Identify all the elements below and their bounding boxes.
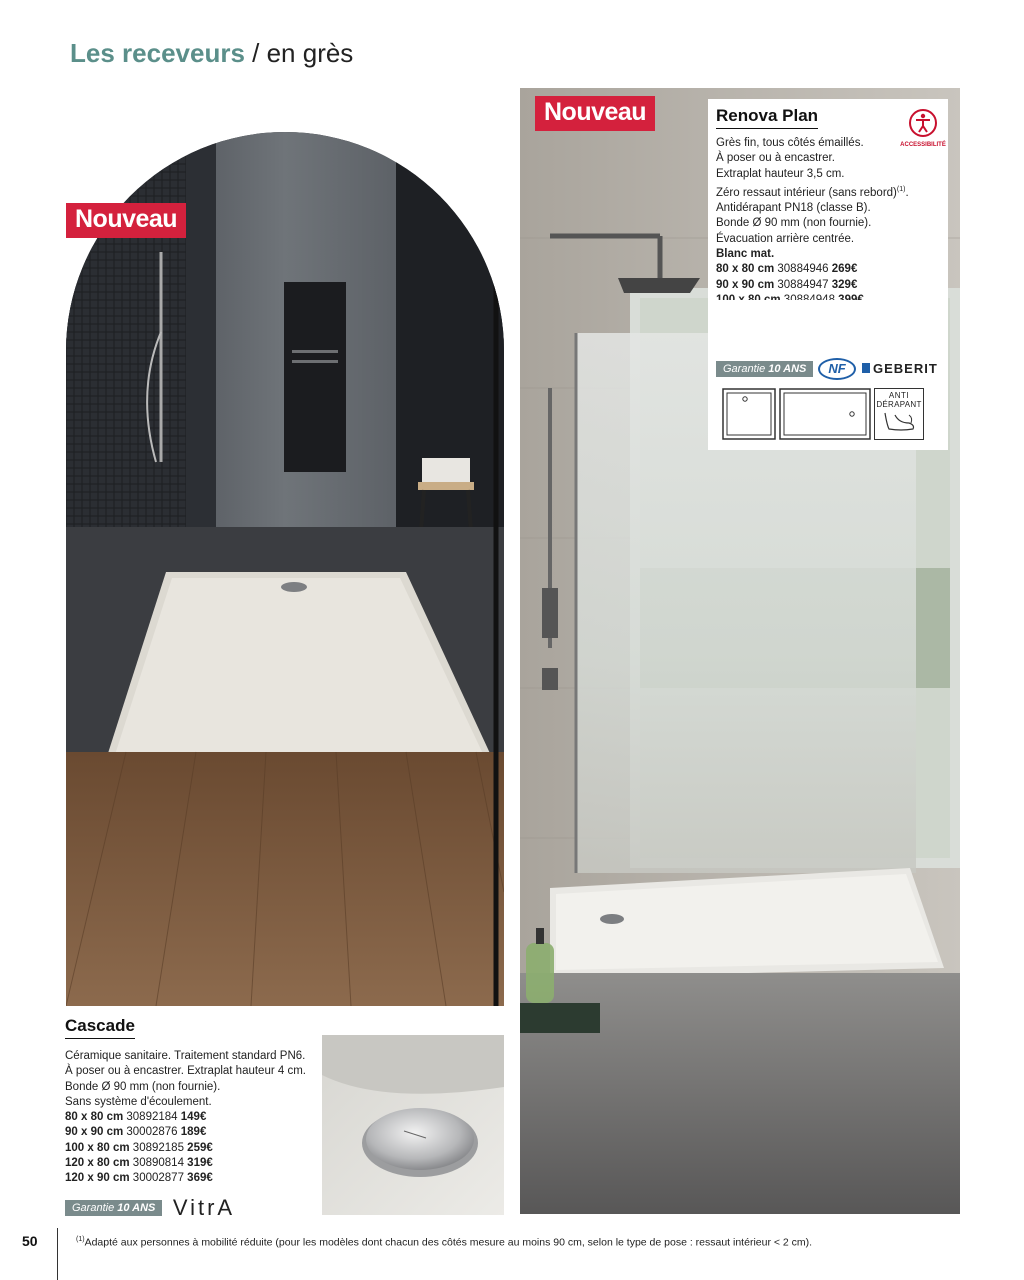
price-size: 90 x 90 cm: [716, 278, 775, 291]
spec-line: Bonde Ø 90 mm (non fournie).: [65, 1080, 221, 1093]
price-ref: 30884946: [777, 263, 829, 276]
cascade-photo: [66, 132, 504, 1006]
price-size: 120 x 90 cm: [65, 1172, 130, 1185]
page-title: [70, 38, 353, 69]
nf-logo: NF: [818, 358, 856, 380]
cascade-product-name: Cascade: [65, 1016, 135, 1039]
price-ref: 30002876: [126, 1126, 178, 1139]
accessibility-icon: [908, 108, 938, 138]
price-size: 100 x 80 cm: [65, 1141, 130, 1154]
page-title-rest: / en grès: [252, 38, 354, 68]
price-row: [65, 1110, 310, 1125]
price-value: 329€: [831, 278, 858, 291]
accessibility-label: ACCESSIBILITÉ: [900, 142, 946, 148]
spec-line-with-footnote: [716, 182, 946, 201]
finish-label: Blanc mat.: [716, 247, 775, 260]
renova-product-name: Renova Plan: [716, 106, 818, 129]
cascade-bathroom-illustration: [66, 132, 504, 1006]
page-number: 50: [22, 1233, 38, 1249]
spec-line: Sans système d'écoulement.: [65, 1095, 212, 1108]
garantie-prefix: Garantie: [723, 363, 766, 375]
price-ref: 30890814: [132, 1157, 184, 1170]
footnote-mark: (1): [896, 185, 906, 193]
garantie-badge-renova: [716, 361, 813, 377]
spec-line: Antidérapant PN18 (classe B).: [716, 202, 871, 215]
drain-closeup-illustration: [322, 1035, 504, 1215]
price-value: 319€: [187, 1157, 213, 1170]
vitra-logo: VitrA: [172, 1194, 236, 1220]
geberit-brand: GEBERIT: [873, 361, 938, 376]
price-row: [65, 1171, 310, 1186]
geberit-logo: [862, 361, 938, 376]
spec-line: Céramique sanitaire. Traitement standard PN6.: [65, 1050, 306, 1062]
garantie-prefix: Garantie: [72, 1201, 115, 1214]
footer-divider: [57, 1228, 58, 1280]
price-value: 269€: [831, 263, 858, 276]
renova-info-panel: [708, 99, 948, 300]
antiderapant-badge: [874, 388, 924, 440]
price-value: 259€: [187, 1141, 213, 1154]
price-row: [65, 1141, 310, 1156]
price-ref: 30002877: [132, 1172, 184, 1185]
renova-logos-panel: [708, 300, 948, 450]
spec-line: À poser ou à encastrer. Extraplat hauteur 4 cm.: [65, 1065, 306, 1078]
spec-line: Grès fin, tous côtés émaillés.: [716, 137, 864, 149]
garantie-value: 10 ANS: [768, 363, 807, 375]
spec-line: À poser ou à encastrer.: [716, 152, 835, 165]
price-size: 120 x 80 cm: [65, 1157, 130, 1170]
cascade-specs: [65, 1049, 310, 1187]
foot-icon: [879, 409, 919, 433]
cascade-info: [65, 1016, 305, 1221]
footnote-mark: (1): [76, 1236, 85, 1243]
geberit-square-icon: [862, 363, 870, 373]
price-ref: 30892184: [126, 1111, 178, 1124]
spec-line-end: .: [905, 186, 909, 199]
price-row: [716, 278, 946, 293]
price-value: 189€: [180, 1126, 207, 1139]
price-row: [716, 262, 946, 277]
price-row: [65, 1156, 310, 1171]
antiderapant-line2: DÉRAPANT: [876, 400, 922, 409]
price-value: 149€: [180, 1111, 207, 1124]
price-row: [65, 1125, 310, 1140]
page-title-strong: Les receveurs: [70, 38, 245, 68]
spec-line: Évacuation arrière centrée.: [716, 232, 855, 245]
spec-line: Bonde Ø 90 mm (non fournie).: [716, 217, 872, 230]
nouveau-badge-left: Nouveau: [66, 203, 186, 238]
price-value: 369€: [187, 1172, 213, 1185]
spec-line: Zéro ressaut intérieur (sans rebord): [716, 186, 897, 199]
footnote-text: Adapté aux personnes à mobilité réduite (pour les modèles dont chacun des côtés mesure au moins 90 cm, selon le type de pose : ressaut intérieur < 2 cm).: [84, 1236, 813, 1249]
price-size: 80 x 80 cm: [716, 263, 775, 276]
price-size: 80 x 80 cm: [65, 1111, 124, 1124]
price-ref: 30884947: [777, 278, 829, 291]
drain-closeup-photo: [322, 1035, 504, 1215]
garantie-badge-cascade: [65, 1200, 162, 1216]
price-ref: 30892185: [132, 1141, 184, 1154]
nouveau-badge-right: Nouveau: [535, 96, 655, 131]
spec-line: Extraplat hauteur 3,5 cm.: [716, 167, 845, 180]
garantie-value: 10 ANS: [117, 1201, 156, 1214]
antiderapant-line1: ANTI: [888, 391, 910, 400]
tray-shape-icons: [722, 388, 872, 440]
price-size: 90 x 90 cm: [65, 1126, 124, 1139]
cascade-logos: [65, 1195, 305, 1221]
footnote: [76, 1236, 812, 1249]
